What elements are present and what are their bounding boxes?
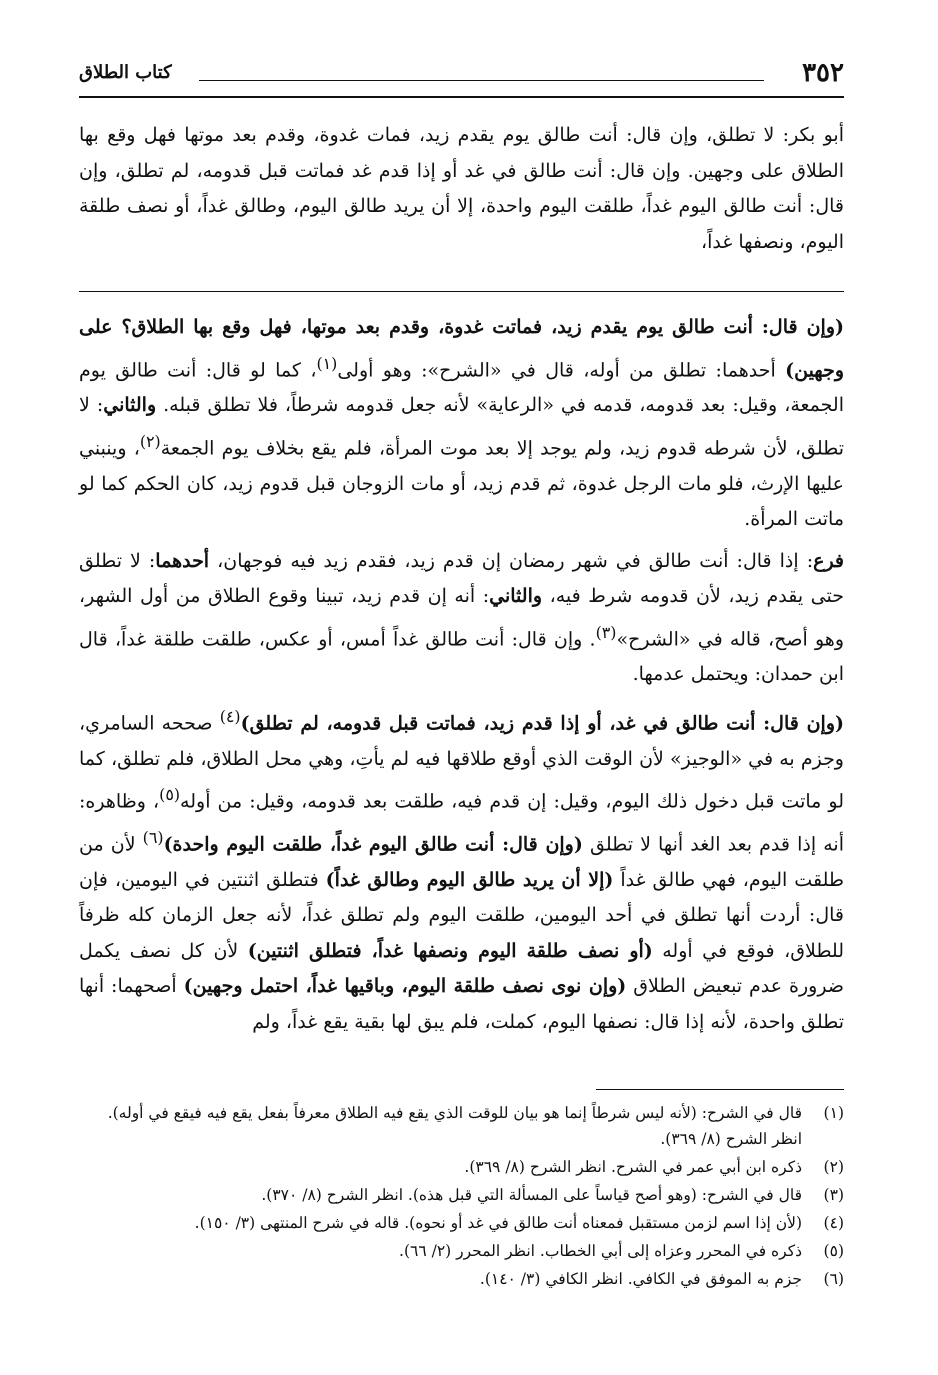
footnote-ref[interactable]: (٦)	[142, 828, 164, 848]
keyword: أحدهما	[155, 549, 210, 572]
commentary-paragraph-3	[79, 699, 844, 1040]
footnote	[79, 1182, 844, 1208]
footnote-ref[interactable]: (٢)	[139, 431, 161, 451]
footnote-number: (٦)	[823, 1270, 844, 1288]
footnote-text: (لأن إذا اسم لزمن مستقبل فمعناه أنت طالق في غد أو نحوه). قاله في شرح المنتهى (٣/ ١٥٠).	[194, 1214, 802, 1232]
footnote-text: قال في الشرح: (لأنه ليس شرطاً إنما هو بيان للوقت الذي يقع فيه الطلاق معرفاً بفعل يقع فيه فيقع في أوله). انظر الشرح (٨/ ٣٦٩).	[107, 1104, 802, 1148]
commentary-text: : لا تطلق حتى يقدم زيد، لأن قدومه شرط فيه،	[79, 549, 844, 608]
commentary	[79, 310, 844, 1046]
matn-text: أبو بكر: لا تطلق، وإن قال: أنت طالق يوم يقدم زيد، فمات غدوة، وقدم بعد موتها فهل وقع بها الطلاق على وجهين. وإن قال: أنت طالق في غد أو إذا قدم غد فماتت قبل قدومه، لم تطلق، وإن قال: أنت طالق اليوم غداً، طلقت اليوم واحدة، إلا أن يريد طالق اليوم، وطالق غداً، أو نصف طلقة اليوم، ونصفها غداً،	[79, 124, 844, 253]
matn-divider	[79, 291, 844, 292]
quoted-matn: (وإن قال: أنت طالق اليوم غداً، طلقت اليوم واحدة)	[163, 833, 583, 856]
footnote-ref[interactable]: (١)	[316, 353, 338, 373]
quoted-matn: (وإن قال: أنت طالق في غد، أو إذا قدم زيد، فماتت قبل قدومه، لم تطلق)	[240, 712, 844, 735]
footnote-text: ذكره في المحرر وعزاه إلى أبي الخطاب. انظر المحرر (٢/ ٦٦).	[399, 1242, 802, 1260]
footnote-text: قال في الشرح: (وهو أصح قياساً على المسألة التي قبل هذه). انظر الشرح (٨/ ٣٧٠).	[261, 1186, 802, 1204]
page-number: ٣٥٢	[802, 58, 844, 88]
footnote	[79, 1210, 844, 1236]
footnote	[79, 1100, 844, 1152]
commentary-text: ، كما لو قال: أنت طالق يوم الجمعة، وقيل: بعد قدومه، قدمه في «الرعاية» لأنه جعل قدومه شرطاً، فلا تطلق قبله.	[79, 358, 845, 417]
footnote	[79, 1266, 844, 1292]
keyword: والثاني	[489, 585, 543, 608]
commentary-text: أحدهما: تطلق من أوله، قال في «الشرح»: وهو أولى	[337, 358, 786, 381]
commentary-text: : أنه إن قدم زيد، تبينا وقوع الطلاق من أول الشهر، وهو أصح، قاله في «الشرح»	[79, 585, 845, 650]
footnote-number: (١)	[823, 1104, 844, 1122]
commentary-text: لأن من طلقت اليوم، فهي طالق غداً	[79, 833, 844, 891]
footnote-text: جزم به الموفق في الكافي. انظر الكافي (٣/ ١٤٠).	[479, 1270, 802, 1288]
keyword: فرع	[813, 549, 845, 572]
footnote-number: (٥)	[823, 1242, 844, 1260]
commentary-text: أصحهما: أنها تطلق واحدة، لأنه إذا قال: نصفها اليوم، كملت، فلم يبق لها بقية يقع غداً، ولم	[79, 975, 844, 1033]
commentary-text: فتطلق اثنتين في اليومين، فإن قال: أردت أنها تطلق في أحد اليومين، طلقت اليوم ولم تطلق غداً، لأنه جعل الزمان كله ظرفاً للطلاق، فوقع في أوله	[79, 868, 844, 962]
page-header	[79, 56, 844, 98]
quoted-matn: (وإن قال: أنت طالق يوم يقدم زيد، فماتت غدوة، وقدم بعد موتها، فهل وقع بها الطلاق؟ على وجهين)	[79, 316, 844, 381]
running-title: كتاب الطلاق	[79, 62, 172, 83]
commentary-text: لأن كل نصف يكمل ضرورة عدم تبعيض الطلاق	[79, 939, 844, 998]
footnote	[79, 1238, 844, 1264]
quoted-matn: (أو نصف طلقة اليوم ونصفها غداً، فتطلق اثنتين)	[247, 939, 653, 962]
commentary-text: ، وينبني عليها الإرث، فلو مات الرجل غدوة، ثم قدم زيد، أو مات الزوجان قبل قدوم زيد، كان الحكم كما لو ماتت المرأة.	[79, 437, 844, 531]
keyword: والثاني	[103, 394, 157, 417]
footnote-number: (٤)	[823, 1214, 844, 1232]
commentary-paragraph-2	[79, 544, 844, 693]
footnote-rule	[596, 1089, 844, 1090]
commentary-text: : لا تطلق، لأن شرطه قدوم زيد، ولم يوجد إلا بعد موت المرأة، فلم يقع بخلاف يوم الجمعة	[79, 394, 844, 460]
footnote-ref[interactable]: (٣)	[595, 622, 617, 642]
commentary-paragraph-1	[79, 310, 844, 538]
header-rule	[199, 80, 764, 81]
footnote-ref[interactable]: (٥)	[159, 785, 181, 805]
commentary-text: . وإن قال: أنت طالق غداً أمس، أو عكس، طلقت طلقة غداً، قال ابن حمدان: ويحتمل عدمها.	[79, 627, 844, 686]
footnote-ref[interactable]: (٤)	[219, 706, 241, 726]
footnote-number: (٢)	[823, 1158, 844, 1176]
quoted-matn: (وإن نوى نصف طلقة اليوم، وباقيها غداً، احتمل وجهين)	[183, 975, 627, 998]
footnote-text: ذكره ابن أبي عمر في الشرح. انظر الشرح (٨/ ٣٦٩).	[464, 1158, 802, 1176]
commentary-text: صححه السامري، وجزم به في «الوجيز» لأن الوقت الذي أوقع طلاقها فيه لم يأتِ، وهي محل الطلاق، فلم تطلق، كما لو ماتت قبل دخول ذلك اليوم، وقيل: إن قدم فيه، طلقت بعد قدومه، وقيل: من أوله	[79, 712, 844, 813]
footnote	[79, 1154, 844, 1180]
commentary-text: ، وظاهره: أنه إذا قدم بعد الغد أنها لا تطلق	[79, 790, 844, 856]
footnote-number: (٣)	[823, 1186, 844, 1204]
quoted-matn: (إلا أن يريد طالق اليوم وطالق غداً)	[325, 868, 614, 891]
commentary-text: : إذا قال: أنت طالق في شهر رمضان إن قدم زيد، فقدم زيد فيه فوجهان،	[209, 549, 814, 572]
footnotes-list	[79, 1100, 844, 1294]
